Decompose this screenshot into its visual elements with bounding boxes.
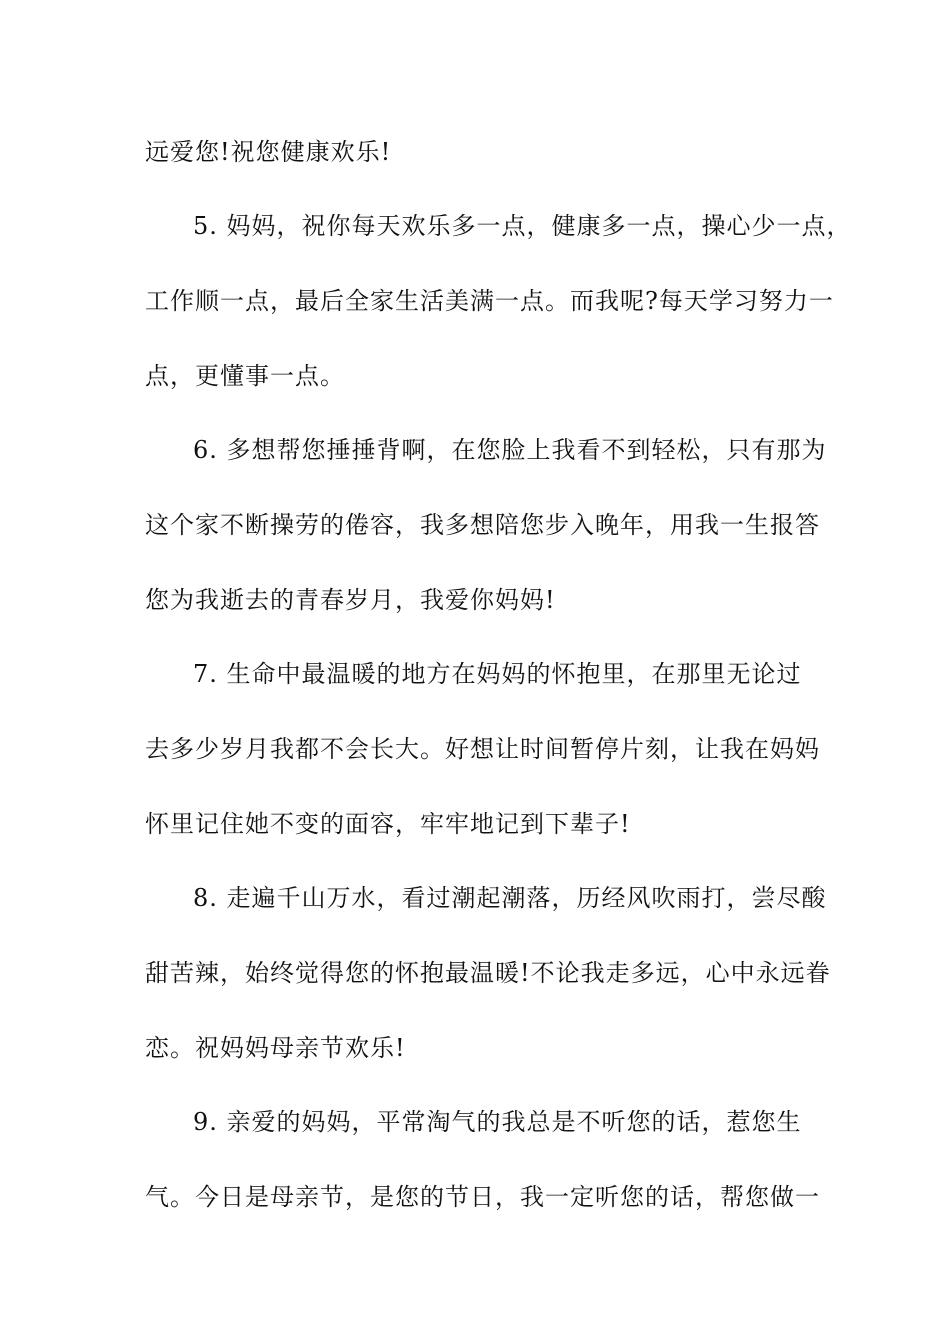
text-line: 远爱您!祝您健康欢乐!	[145, 138, 392, 166]
text-line: 工作顺一点，最后全家生活美满一点。而我呢?每天学习努力一	[145, 287, 834, 315]
text-line: 点，更懂事一点。	[145, 362, 345, 390]
text-line: 气。今日是母亲节，是您的节日，我一定听您的话，帮您做一	[145, 1183, 820, 1211]
text-line: 这个家不断操劳的倦容，我多想陪您步入晚年，用我一生报答	[145, 511, 820, 539]
text-line: 怀里记住她不变的面容，牢牢地记到下辈子!	[145, 810, 631, 838]
text-line: 恋。祝妈妈母亲节欢乐!	[145, 1034, 406, 1062]
paragraph-9-line: 9. 亲爱的妈妈，平常淘气的我总是不听您的话，惹您生	[193, 1108, 802, 1136]
paragraph-6-line: 6. 多想帮您捶捶背啊，在您脸上我看不到轻松，只有那为	[193, 436, 827, 464]
paragraph-7-line: 7. 生命中最温暖的地方在妈妈的怀抱里，在那里无论过	[193, 660, 802, 688]
paragraph-8-line: 8. 走遍千山万水，看过潮起潮落，历经风吹雨打，尝尽酸	[193, 884, 827, 912]
text-line: 去多少岁月我都不会长大。好想让时间暂停片刻，让我在妈妈	[145, 735, 820, 763]
paragraph-5-line: 5. 妈妈，祝你每天欢乐多一点，健康多一点，操心少一点，	[193, 212, 852, 240]
text-line: 您为我逝去的青春岁月，我爱你妈妈!	[145, 586, 556, 614]
text-line: 甜苦辣，始终觉得您的怀抱最温暖!不论我走多远，心中永远眷	[145, 959, 831, 987]
